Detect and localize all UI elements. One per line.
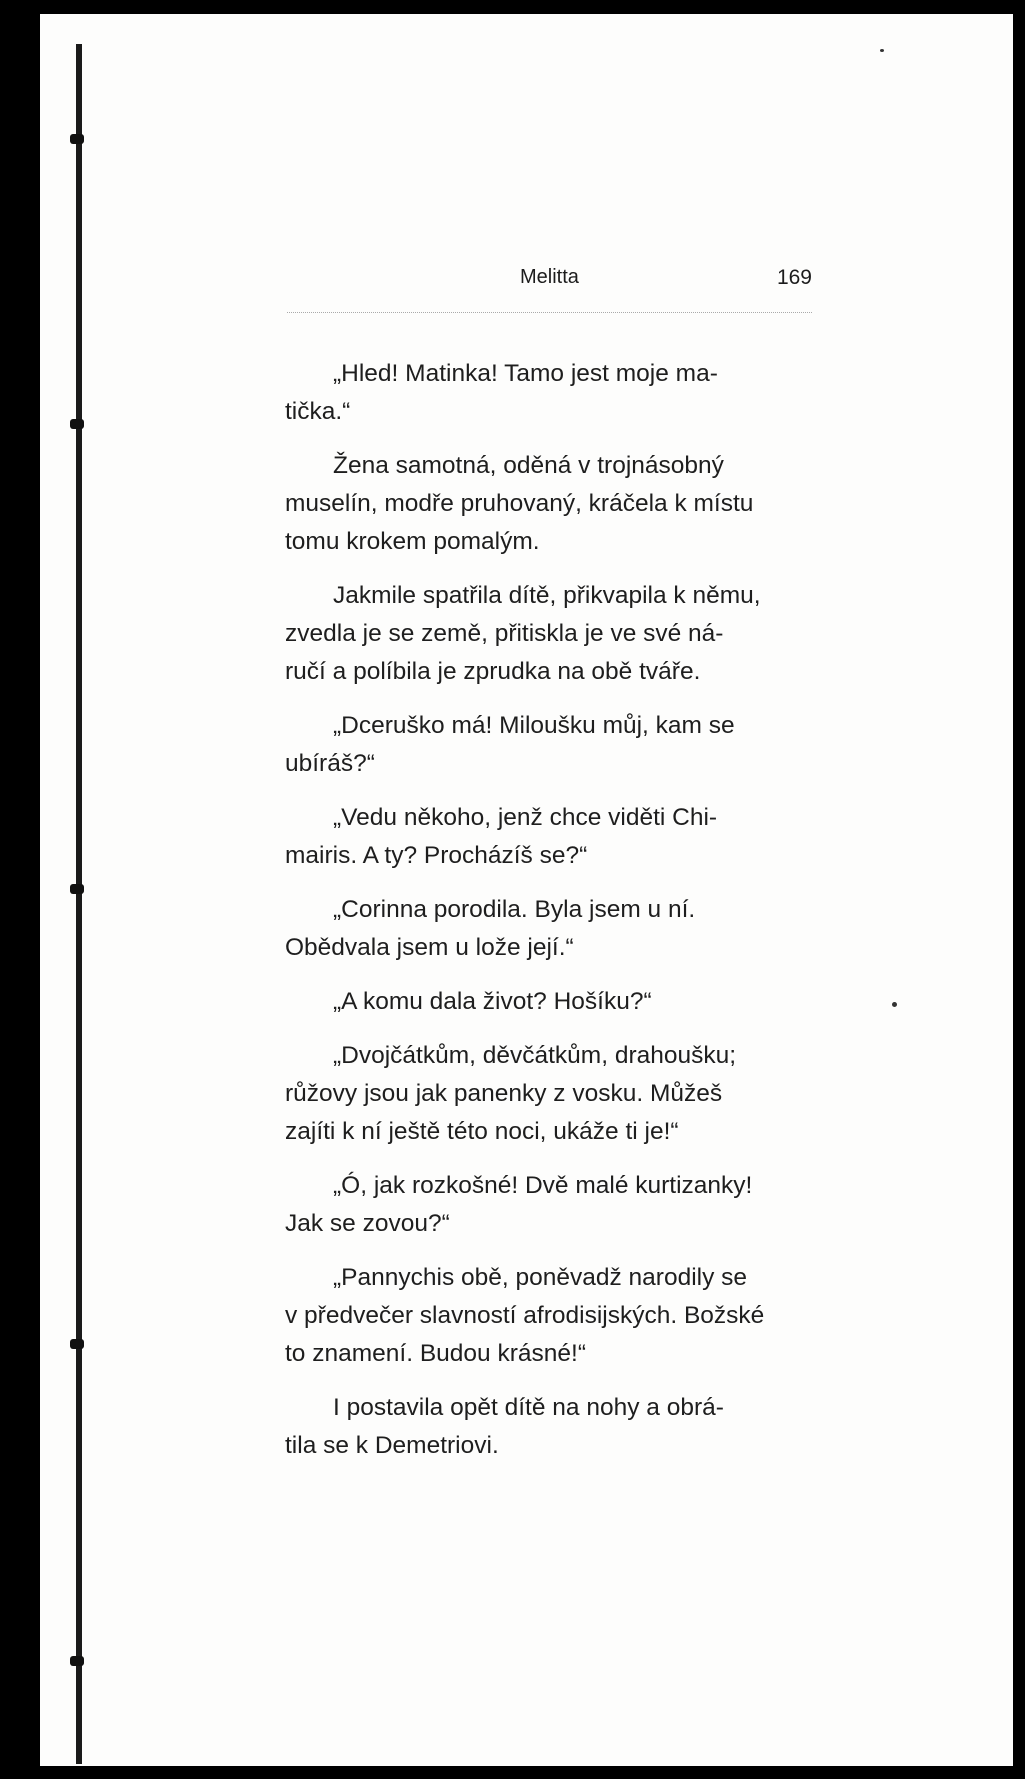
paragraph: „Dvojčátkům, děvčátkům, drahoušku; růžovy jsou jak panenky z vosku. Můžeš zajíti k ní ještě této noci, ukáže ti je!“ — [285, 1042, 737, 1145]
paragraph: „Hled! Matinka! Tamo jest moje ma- tička.“ — [285, 360, 718, 425]
page-number: 169 — [776, 266, 812, 289]
binding-mark — [70, 1339, 84, 1349]
paragraph: Jakmile spatřila dítě, přikvapila k němu, zvedla je se země, přitiskla je ve své ná- ručí a políbila je zprudka na obě tváře. — [285, 582, 761, 685]
page-header — [287, 266, 812, 302]
paragraph: „A komu dala život? Hošíku?“ — [333, 988, 652, 1015]
paragraph: „Corinna porodila. Byla jsem u ní. Obědvala jsem u lože její.“ — [285, 896, 696, 961]
header-rule — [287, 312, 812, 313]
binding-mark — [70, 884, 84, 894]
book-page — [40, 14, 1013, 1766]
paragraph: „Ó, jak rozkošné! Dvě malé kurtizanky! Jak se zovou?“ — [285, 1172, 753, 1237]
paragraph: Žena samotná, oděná v trojnásobný muselín, modře pruhovaný, kráčela k místu tomu krokem pomalým. — [285, 452, 754, 555]
binding-mark — [70, 419, 84, 429]
binding-edge — [76, 44, 82, 1764]
paragraph: „Pannychis obě, poněvadž narodily se v předvečer slavností afrodisijských. Božské to znamení. Budou krásné!“ — [285, 1264, 765, 1367]
body-text — [285, 355, 807, 1481]
binding-mark — [70, 1656, 84, 1666]
paper-speck — [892, 1002, 897, 1007]
binding-mark — [70, 134, 84, 144]
running-head: Melitta — [520, 266, 579, 288]
paragraph: „Dceruško má! Miloušku můj, kam se ubíráš?“ — [285, 712, 735, 777]
paragraph: I postavila opět dítě na nohy a obrá- tila se k Demetriovi. — [285, 1394, 724, 1459]
paper-speck — [880, 49, 884, 52]
paragraph: „Vedu někoho, jenž chce viděti Chi- mairis. A ty? Procházíš se?“ — [285, 804, 718, 869]
